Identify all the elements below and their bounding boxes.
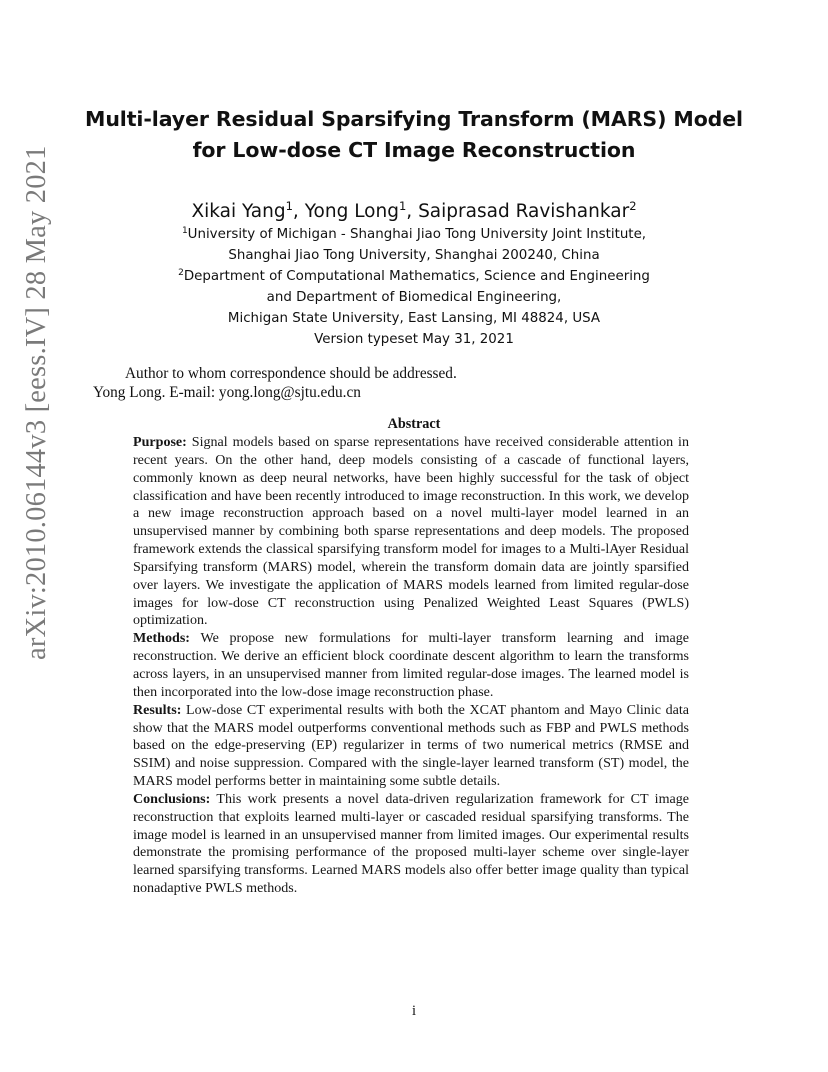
abstract-section-results — [133, 702, 689, 791]
affiliation-2-line-3: Michigan State University, East Lansing, MI 48824, USA — [227, 311, 601, 326]
author-affiliation-mark: 1 — [285, 199, 293, 213]
correspondence-line-1: Author to whom correspondence should be addressed. — [125, 365, 457, 382]
affiliation-2-line-1 — [60, 266, 768, 287]
abstract-section-label: Results: — [133, 701, 182, 718]
abstract-section-purpose — [133, 434, 689, 630]
affiliation-mark: 1 — [181, 226, 188, 236]
abstract-heading: Abstract — [387, 416, 441, 432]
affiliation-1-line-1 — [60, 224, 768, 245]
abstract-section-conclusions — [133, 791, 689, 898]
abstract-section-text: Low-dose CT experimental results with both the XCAT phantom and Mayo Clinic data show that the MARS model outperforms conventional methods such as FBP and PWLS methods based on the edge-preserving (EP) regularizer in terms of two numerical metrics (RMSE and SSIM) and noise suppression. Compared with the single-layer learned transform (ST) model, the MARS model performs better in maintaining some subtle details. — [133, 701, 689, 790]
paper-title — [60, 104, 768, 166]
paper-title-line-2: for Low-dose CT Image Reconstruction — [192, 138, 636, 162]
author-name: Saiprasad Ravishankar — [418, 201, 630, 222]
abstract-section-text: We propose new formulations for multi-layer transform learning and image reconstruction. We derive an efficient block coordinate descent algorithm to learn the transforms across layers, in an unsupervised manner from limited regular-dose images. The learned model is then incorporated into the low-dose image reconstruction phase. — [133, 630, 689, 700]
abstract-section-label: Methods: — [133, 630, 190, 647]
arxiv-identifier-stamp: arXiv:2010.06144v3 [eess.IV] 28 May 2021 — [21, 145, 52, 660]
affiliation-text: University of Michigan - Shanghai Jiao Tong University Joint Institute, — [187, 227, 647, 242]
author-name: Yong Long — [304, 201, 399, 222]
author-affiliation-mark: 2 — [629, 199, 637, 213]
affiliation-text: Department of Computational Mathematics, Science and Engineering — [183, 269, 650, 284]
correspondence-note — [93, 364, 733, 402]
abstract-section-label: Purpose: — [133, 434, 187, 450]
page-number: i — [411, 1003, 417, 1019]
author-affiliation-mark: 1 — [398, 199, 407, 213]
abstract-section-text: This work presents a novel data-driven regularization framework for CT image reconstruction that exploits learned multi-layer or cascaded residual sparsifying transforms. The image model is learned in an unsupervised manner from limited images. Our experimental results demonstrate the promising performance of the proposed multi-layer scheme over single-layer learned sparsifying transforms. Learned MARS models also offer better image quality than typical nonadaptive PWLS methods. — [133, 790, 689, 897]
paper-title-line-1: Multi-layer Residual Sparsifying Transform (MARS) Model — [85, 107, 743, 131]
affiliation-2-line-2: and Department of Biomedical Engineering, — [266, 290, 562, 305]
correspondence-email-line: Yong Long. E-mail: yong.long@sjtu.edu.cn — [93, 384, 361, 401]
author-name: Xikai Yang — [191, 201, 286, 222]
abstract-body — [133, 434, 689, 898]
affiliation-1-line-2: Shanghai Jiao Tong University, Shanghai 200240, China — [228, 248, 600, 263]
affiliation-mark: 2 — [178, 268, 184, 278]
abstract-section-text: Signal models based on sparse representations have received considerable attention in recent years. On the other hand, deep models consisting of a cascade of functional layers, commonly known as deep neural networks, have been highly successful for the task of object classification and have been recently introduced to image reconstruction. In this work, we develop a new image reconstruction approach based on a novel multi-layer model learned in an unsupervised manner by combining both sparse representations and deep models. The proposed framework extends the classical sparsifying transform model for images to a Multi-lAyer Residual Sparsifying transform (MARS) model, wherein the transform domain data are jointly sparsified over layers. We investigate the application of MARS models learned from limited regular-dose images for low-dose CT reconstruction using Penalized Weighted Least Squares (PWLS) optimization. — [133, 434, 689, 629]
abstract-section-label: Conclusions: — [133, 790, 211, 807]
affiliations — [60, 224, 768, 350]
version-line: Version typeset May 31, 2021 — [314, 332, 514, 347]
author-list: Xikai Yang$^1$, Yong Long$^1$, Saiprasad Ravishankar$^2$ — [191, 199, 637, 222]
abstract-section-methods — [133, 630, 689, 701]
